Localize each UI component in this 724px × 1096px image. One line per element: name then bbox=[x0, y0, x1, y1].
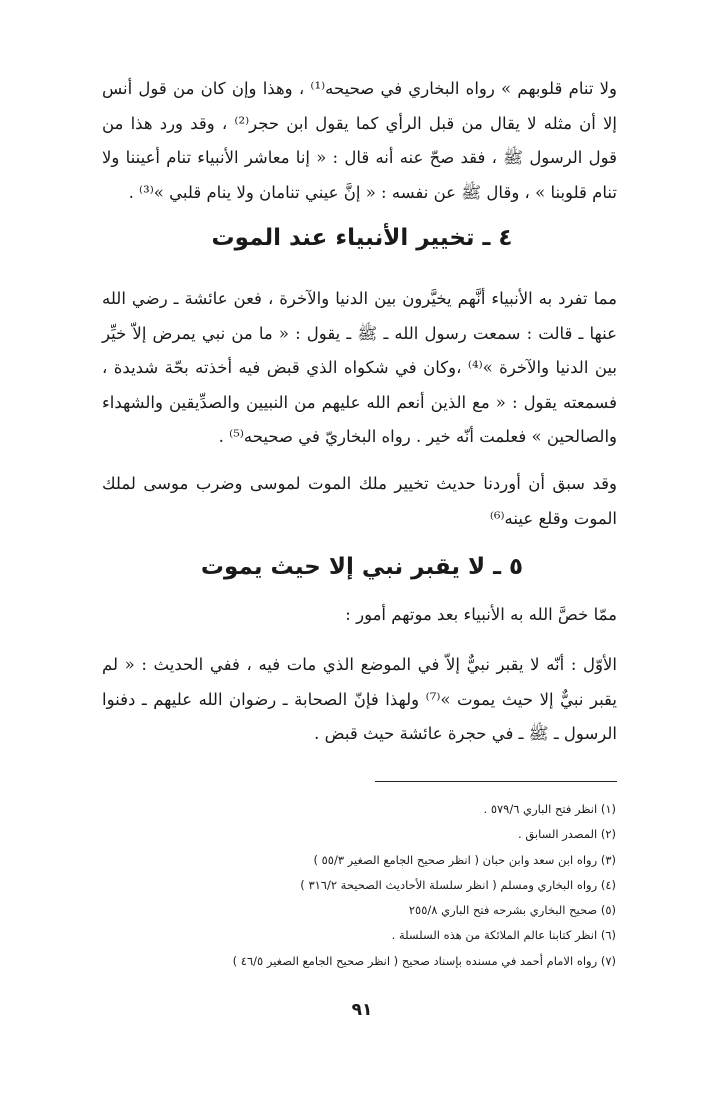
footnote-2: (٢) المصدر السابق . bbox=[518, 827, 616, 842]
footnote-divider bbox=[375, 781, 617, 782]
paragraph-first: الأوّل : أنّه لا يقبر نبيٌّ إلاّ في الموضع الذي مات فيه ، ففي الحديث : « لم يقبر نبيٌّ إلا حيث يموت »⁽⁷⁾ ولهذا فإنّ الصحابة ـ رضوان الله عليهم ـ دفنوا الرسول ـ ﷺ ـ في حجرة عائشة حيث قبض . bbox=[102, 655, 617, 743]
paragraph-sleep: ولا تنام قلوبهم » رواه البخاري في صحيحه⁽¹⁾ ، وهذا وإن كان من قول أنس إلا أن مثله لا يقال من قبل الرأي كما يقول ابن حجر⁽²⁾ ، وقد ورد هذا من قول الرسول ﷺ ، فقد صحّ عنه أنه قال : « إنا معاشر الأنبياء تنام أعيننا ولا تنام قلوبنا » ، وقال ﷺ عن نفسه : « إنَّ عيني تنامان ولا ينام قلبي »⁽³⁾ . bbox=[102, 79, 618, 202]
paragraph-moses: وقد سبق أن أوردنا حديث تخيير ملك الموت لموسى وضرب موسى لملك الموت وقلع عينه⁽⁶⁾ bbox=[102, 474, 617, 528]
footnotes bbox=[101, 797, 616, 974]
footnote-4: (٤) رواه البخاري ومسلم ( انظر سلسلة الأحاديث الصحيحة ٣١٦/٢ ) bbox=[300, 877, 616, 892]
footnote-3: (٣) رواه ابن سعد وابن حبان ( انظر صحيح الجامع الصغير ٥٥/٣ ) bbox=[313, 852, 616, 867]
footnote-7: (٧) رواه الامام أحمد في مسنده بإسناد صحيح ( انظر صحيح الجامع الصغير ٤٦/٥ ) bbox=[232, 953, 616, 968]
footnote-1: (١) انظر فتح الباري ٥٧٩/٦ . bbox=[483, 802, 616, 816]
footnote-5: (٥) صحيح البخاري بشرحه فتح الباري ٢٥٥/٨ bbox=[408, 903, 616, 918]
paragraph-choice: مما تفرد به الأنبياء أنَّهم يخيَّرون بين الدنيا والآخرة ، فعن عائشة ـ رضي الله عنها ـ قالت : سمعت رسول الله ـ ﷺ ـ يقول : « ما من نبي يمرض إلاّ خيِّر بين الدنيا والآخرة »⁽⁴⁾ ،وكان في شكواه الذي قبض فيه أخذته بحّة شديدة ، فسمعته يقول : « مع الذين أنعم الله عليهم من النبيين والصدِّيقين والشهداء والصالحين » فعلمت أنّه خير . رواه البخاريّ في صحيحه⁽⁵⁾ . bbox=[102, 289, 617, 446]
footnote-6: (٦) انظر كتابنا عالم الملائكة من هذه السلسلة . bbox=[391, 928, 616, 943]
paragraph-after-death: ممّا خصَّ الله به الأنبياء بعد موتهم أمور : bbox=[345, 605, 617, 624]
heading-section-4: ٤ ـ تخيير الأنبياء عند الموت bbox=[211, 225, 513, 251]
heading-section-5: ٥ ـ لا يقبر نبي إلا حيث يموت bbox=[200, 554, 524, 580]
page-number: ٩١ bbox=[351, 1000, 373, 1020]
